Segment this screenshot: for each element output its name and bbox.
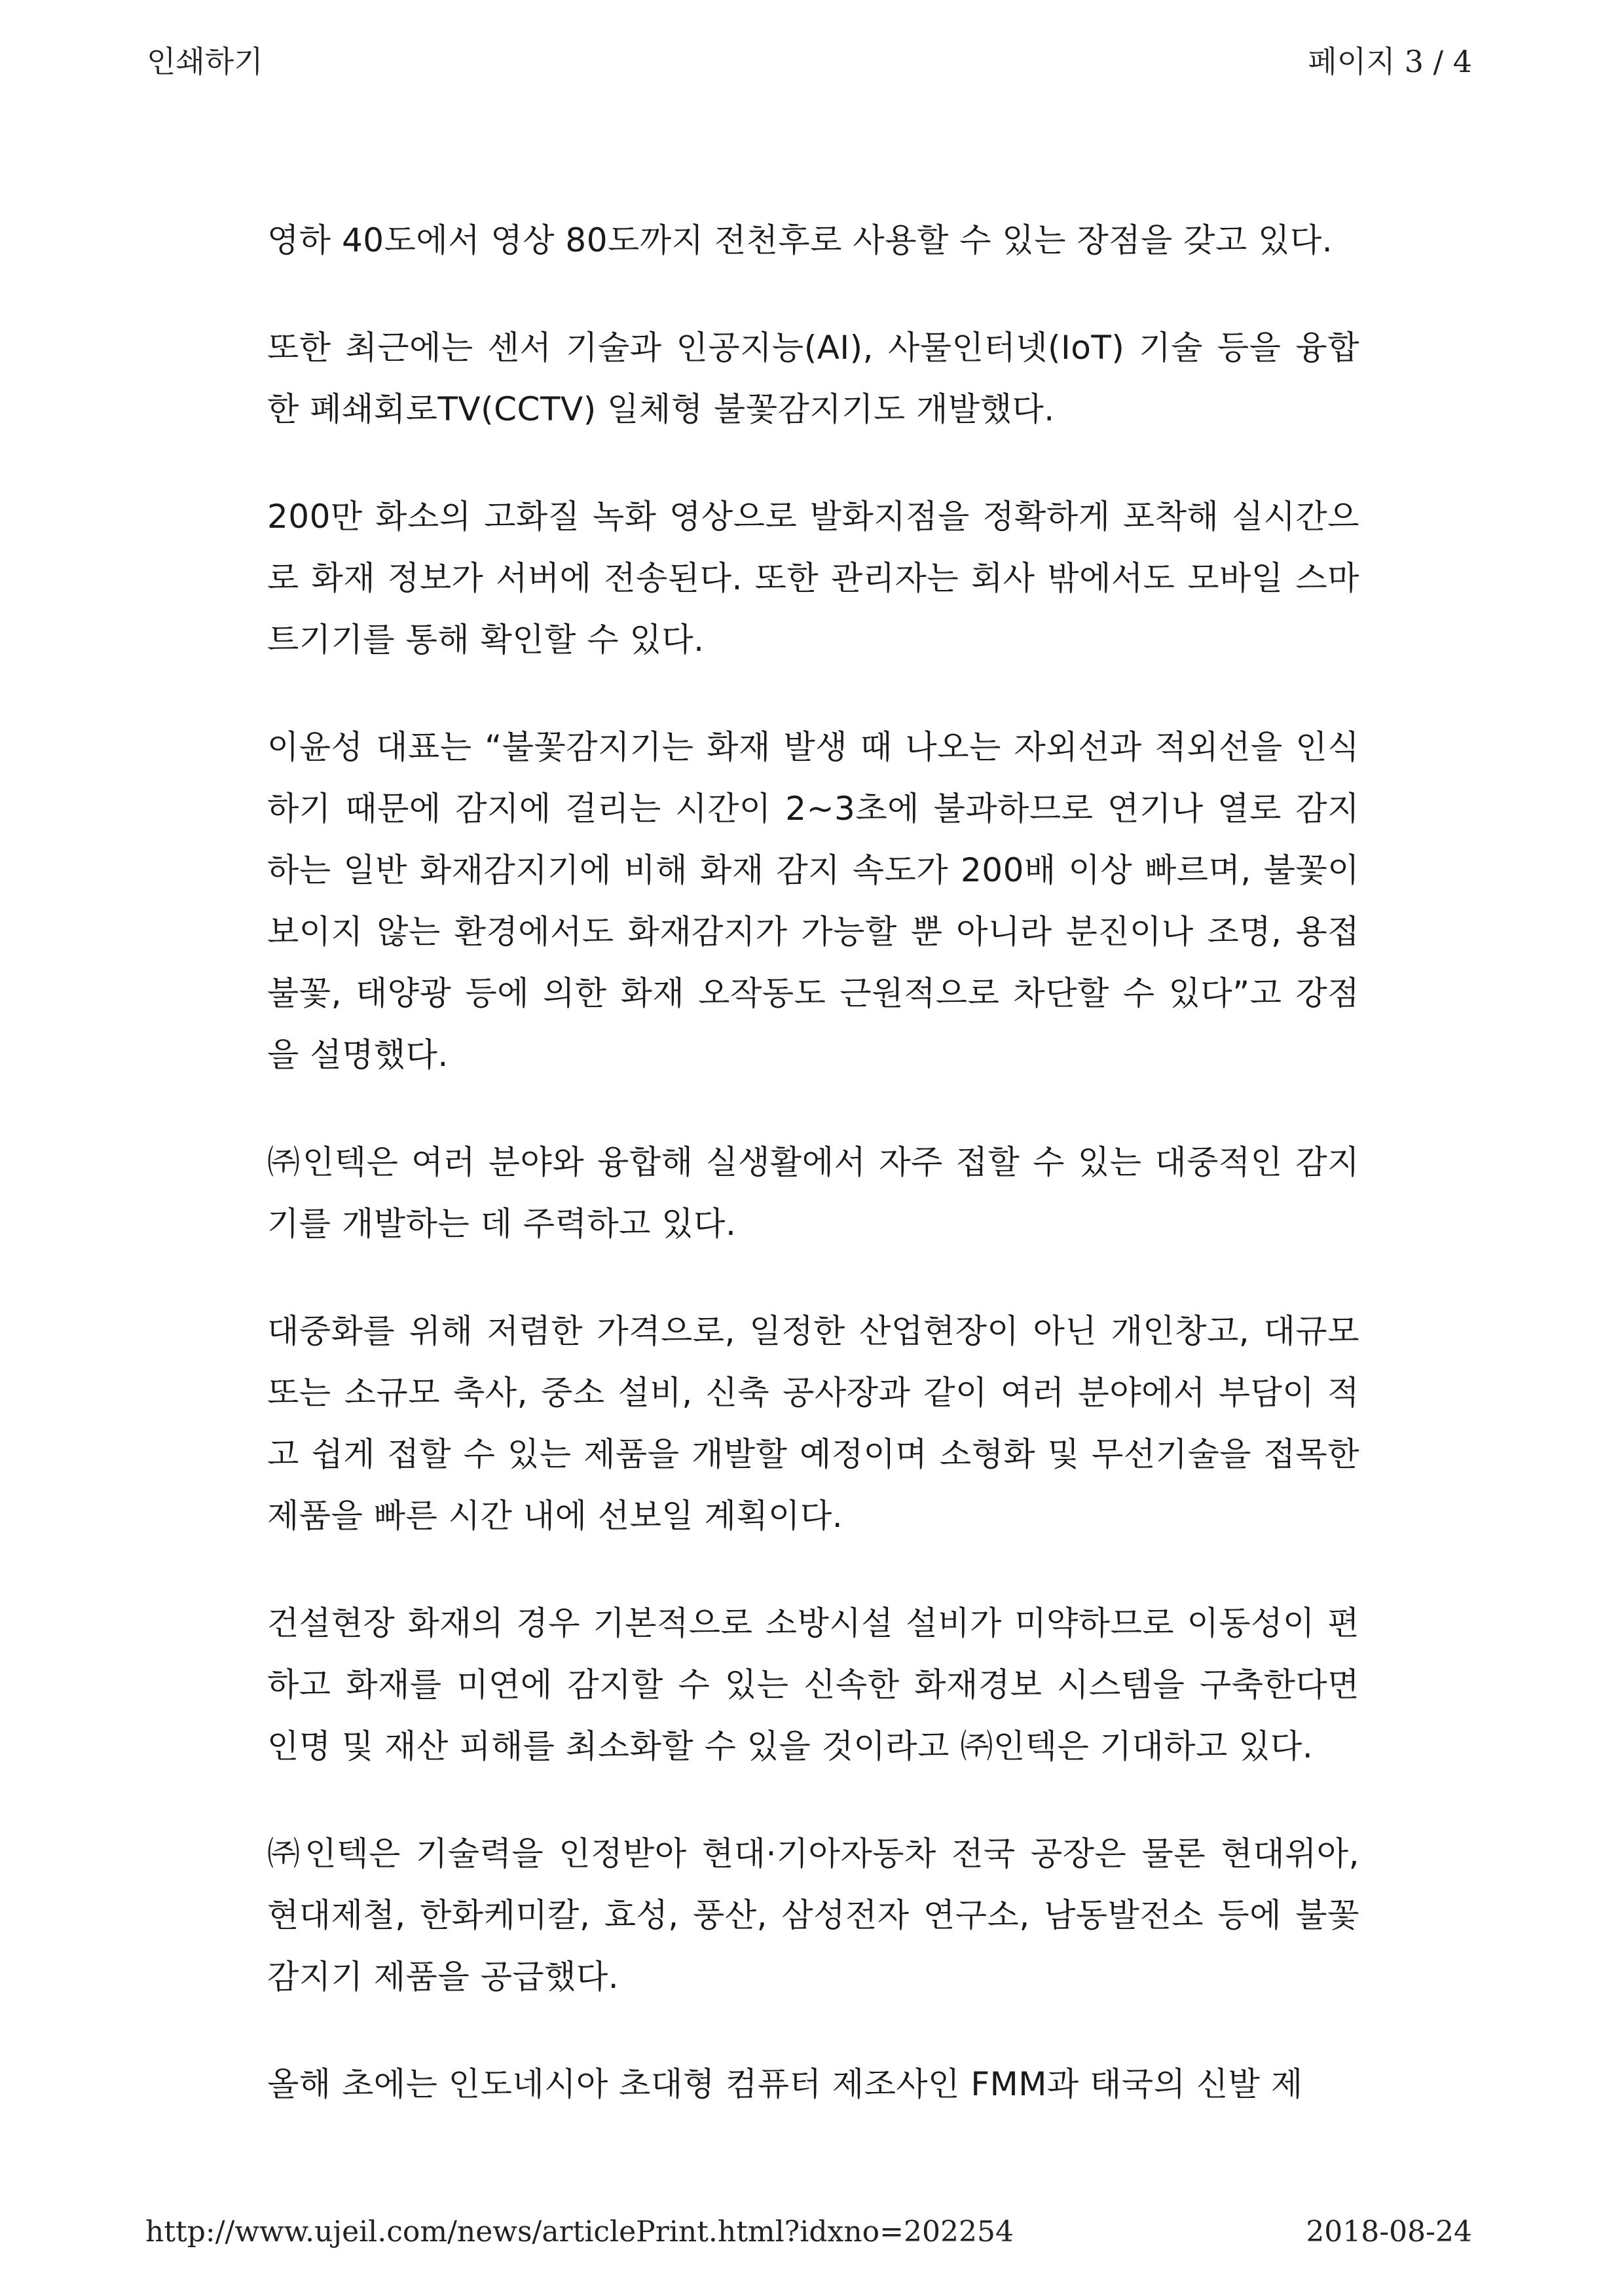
source-url[interactable]: http://www.ujeil.com/news/articlePrint.html?idxno=202254 — [145, 2215, 1014, 2249]
article-body — [267, 210, 1359, 2115]
page-label: 페이지 — [1308, 44, 1395, 79]
print-date: 2018-08-24 — [1306, 2215, 1472, 2249]
article-paragraph: 이윤성 대표는 “불꽃감지기는 화재 발생 때 나오는 자외선과 적외선을 인식하기 때문에 감지에 걸리는 시간이 2~3초에 불과하므로 연기나 열로 감지하는 일반 화재감지기에 비해 화재 감지 속도가 200배 이상 빠르며, 불꽃이 보이지 않는 환경에서도 화재감지가 가능할 뿐 아니라 분진이나 조명, 용접 불꽃, 태양광 등에 의한 화재 오작동도 근원적으로 차단할 수 있다”고 강점을 설명했다. — [267, 728, 1359, 1074]
page-indicator — [1308, 38, 1472, 81]
article-paragraph: 200만 화소의 고화질 녹화 영상으로 발화지점을 정확하게 포착해 실시간으로 화재 정보가 서버에 전송된다. 또한 관리자는 회사 밖에서도 모바일 스마트기기를 통해 확인할 수 있다. — [267, 498, 1359, 659]
article-paragraph: ㈜인텍은 여러 분야와 융합해 실생활에서 자주 접할 수 있는 대중적인 감지기를 개발하는 데 주력하고 있다. — [267, 1143, 1359, 1243]
page-number: 3 / 4 — [1404, 44, 1472, 79]
article-paragraph: 대중화를 위해 저렴한 가격으로, 일정한 산업현장이 아닌 개인창고, 대규모 또는 소규모 축사, 중소 설비, 신축 공사장과 같이 여러 분야에서 부담이 적고 쉽게 접할 수 있는 제품을 개발할 예정이며 소형화 및 무선기술을 접목한 제품을 빠른 시간 내에 선보일 계획이다. — [267, 1312, 1359, 1535]
print-title: 인쇄하기 — [147, 44, 263, 79]
article-paragraph: ㈜인텍은 기술력을 인정받아 현대·기아자동차 전국 공장은 물론 현대위아, 현대제철, 한화케미칼, 효성, 풍산, 삼성전자 연구소, 남동발전소 등에 불꽃감지기 제품을 공급했다. — [267, 1835, 1359, 1996]
article-paragraph: 건설현장 화재의 경우 기본적으로 소방시설 설비가 미약하므로 이동성이 편하고 화재를 미연에 감지할 수 있는 신속한 화재경보 시스템을 구축한다면 인명 및 재산 피해를 최소화할 수 있을 것이라고 ㈜인텍은 기대하고 있다. — [267, 1604, 1359, 1765]
article-paragraph: 올해 초에는 인도네시아 초대형 컴퓨터 제조사인 FMM과 태국의 신발 제 — [267, 2065, 1303, 2103]
article-paragraph: 영하 40도에서 영상 80도까지 전천후로 사용할 수 있는 장점을 갖고 있다. — [267, 221, 1333, 259]
article-paragraph: 또한 최근에는 센서 기술과 인공지능(AI), 사물인터넷(IoT) 기술 등을 융합한 폐쇄회로TV(CCTV) 일체형 불꽃감지기도 개발했다. — [267, 329, 1359, 428]
